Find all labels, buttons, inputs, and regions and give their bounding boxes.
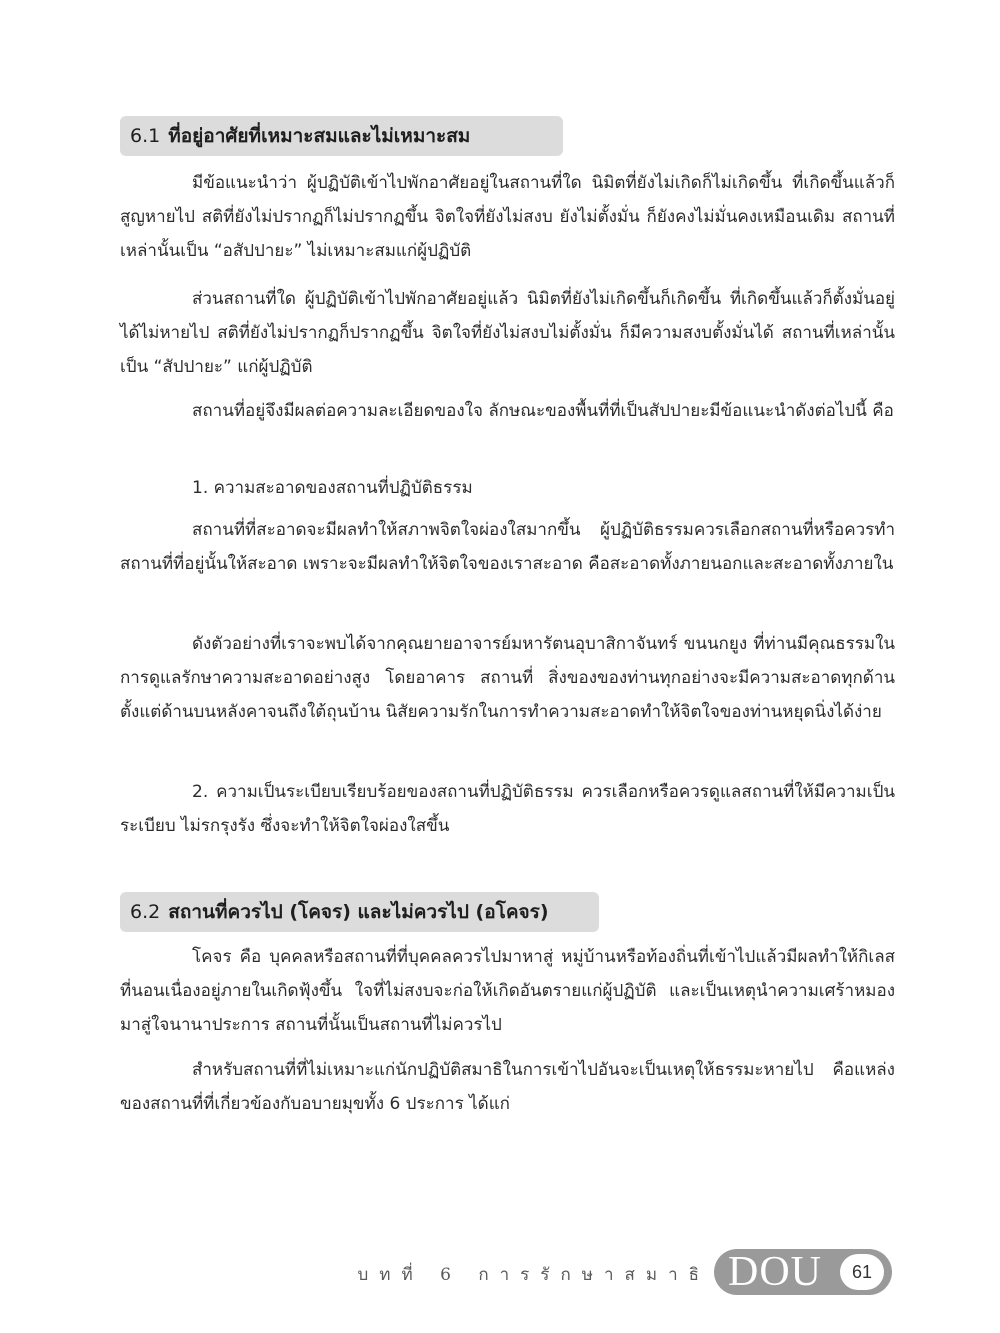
page-footer [357,1249,900,1295]
paragraph: ดังตัวอย่างที่เราจะพบได้จากคุณยายอาจารย์มหารัตนอุบาสิกาจันทร์ ขนนกยูง ที่ท่านมีคุณธรรมในการดูแลรักษาความสะอาดอย่างสูง โดยอาคาร สถานที่ สิ่งของของท่านทุกอย่างจะมีความสะอาดทุกด้าน ตั้งแต่ด้านบนหลังคาจนถึงใต้ถุนบ้าน นิสัยความรักในการทำความสะอาดทำให้จิตใจของท่านหยุดนิ่งได้ง่าย [120,634,895,722]
section-heading-6-2 [120,892,599,932]
dou-logo: DOU [728,1249,822,1295]
paragraph: มีข้อแนะนำว่า ผู้ปฏิบัติเข้าไปพักอาศัยอยู่ในสถานที่ใด นิมิตที่ยังไม่เกิดก็ไม่เกิดขึ้น ที่เกิดขึ้นแล้วก็สูญหายไป สติที่ยังไม่ปรากฏก็ไม่ปรากฏขึ้น จิตใจที่ยังไม่สงบ ยังไม่ตั้งมั่น ก็ยังคงไม่มั่นคงเหมือนเดิม สถานที่เหล่านั้นเป็น “อสัปปายะ” ไม่เหมาะสมแก่ผู้ปฏิบัติ [120,173,895,261]
section-title: ที่อยู่อาศัยที่เหมาะสมและไม่เหมาะสม [168,125,471,147]
paragraph: สถานที่ที่สะอาดจะมีผลทำให้สภาพจิตใจผ่องใสมากขึ้น ผู้ปฏิบัติธรรมควรเลือกสถานที่หรือควรทำสถานที่ที่อยู่นั้นให้สะอาด เพราะจะมีผลทำให้จิตใจของเราสะอาด คือสะอาดทั้งภายนอกและสะอาดทั้งภายใน [120,520,895,574]
section-title: สถานที่ควรไป (โคจร) และไม่ควรไป (อโคจร) [168,901,549,923]
footer-badge [714,1249,892,1295]
section-heading-6-1 [120,116,563,156]
list-item-heading: 1. ความสะอาดของสถานที่ปฏิบัติธรรม [192,478,473,498]
paragraph: ส่วนสถานที่ใด ผู้ปฏิบัติเข้าไปพักอาศัยอยู่แล้ว นิมิตที่ยังไม่เกิดขึ้นก็เกิดขึ้น ที่เกิดขึ้นแล้วก็ตั้งมั่นอยู่ได้ไม่หายไป สติที่ยังไม่ปรากฏก็ปรากฏขึ้น จิตใจที่ยังไม่สงบไม่ตั้งมั่น ก็มีความสงบตั้งมั่นได้ สถานที่เหล่านั้นเป็น “สัปปายะ” แก่ผู้ปฏิบัติ [120,289,895,377]
section-number: 6.2 [130,901,161,923]
paragraph: โคจร คือ บุคคลหรือสถานที่ที่บุคคลควรไปมาหาสู่ หมู่บ้านหรือท้องถิ่นที่เข้าไปแล้วมีผลทำให้กิเลสที่นอนเนื่องอยู่ภายในเกิดฟุ้งขึ้น ใจที่ไม่สงบจะก่อให้เกิดอันตรายแก่ผู้ปฏิบัติ และเป็นเหตุนำความเศร้าหมองมาสู่ใจนานาประการ สถานที่นั้นเป็นสถานที่ไม่ควรไป [120,947,895,1035]
paragraph: 2. ความเป็นระเบียบเรียบร้อยของสถานที่ปฏิบัติธรรม ควรเลือกหรือควรดูแลสถานที่ให้มีความเป็นระเบียบ ไม่รกรุงรัง ซึ่งจะทำให้จิตใจผ่องใสขึ้น [120,782,895,836]
paragraph: สำหรับสถานที่ที่ไม่เหมาะแก่นักปฏิบัติสมาธิในการเข้าไปอันจะเป็นเหตุให้ธรรมะหายไป คือแหล่งของสถานที่ที่เกี่ยวข้องกับอบายมุขทั้ง 6 ประการ ได้แก่ [120,1060,895,1114]
paragraph: สถานที่อยู่จึงมีผลต่อความละเอียดของใจ ลักษณะของพื้นที่ที่เป็นสัปปายะมีข้อแนะนำดังต่อไปนี้ คือ [192,401,894,421]
page-number: 61 [840,1254,884,1290]
section-number: 6.1 [130,125,161,147]
footer-chapter-label: บทที่ 6 การรักษาสมาธิ [357,1265,710,1285]
